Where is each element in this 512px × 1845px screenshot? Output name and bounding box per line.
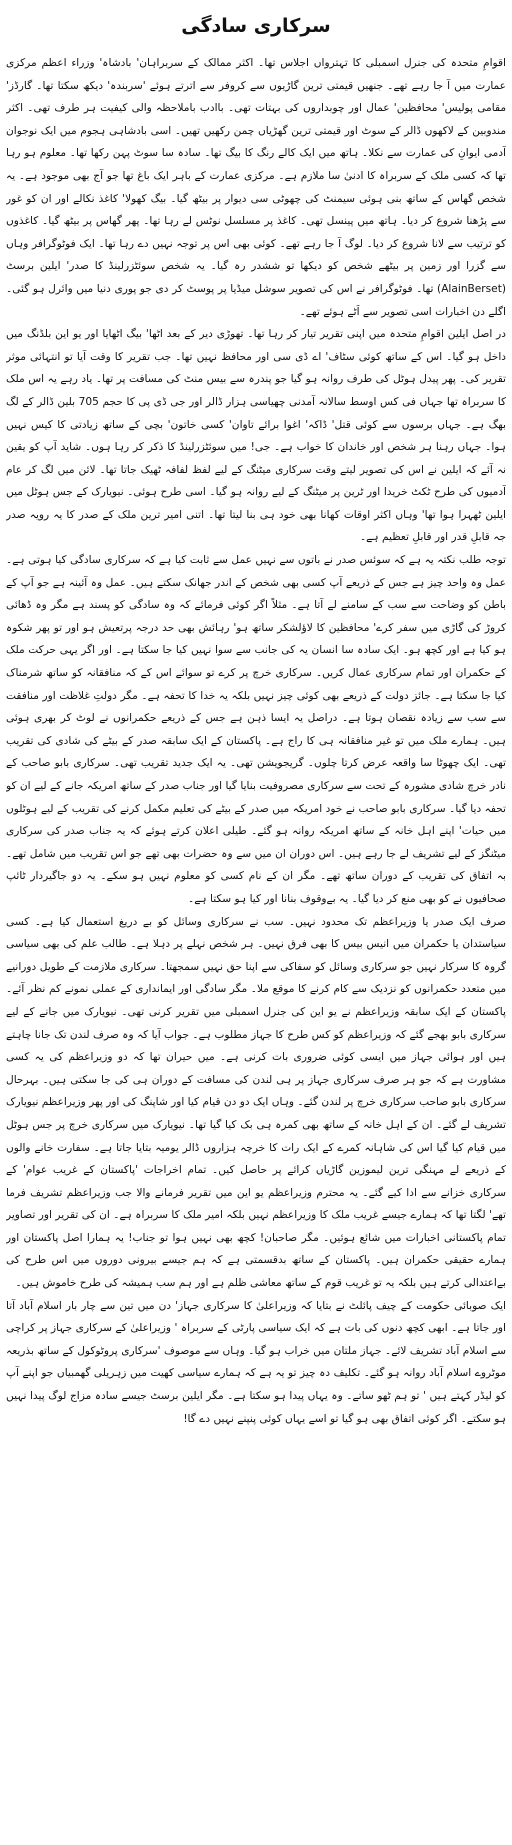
article-paragraph: توجہ طلب نکتہ یہ ہے کہ سوئس صدر نے باتوں سے نہیں عمل سے ثابت کیا ہے کہ سرکاری سادگی کیا ہوتی ہے۔ عمل وہ واحد چیز ہے جس کے ذریعے آپ کسی بھی شخص کے اندر جھانک سکتے ہیں۔ عمل وہ آئینہ ہے جو آپ کے باطن کو وضاحت سے سب کے سامنے لے آتا ہے۔ مثلاً اگر کوئی فرمائے کہ وہ سادگی کو پسند ہے مگر وہ ڈھائی کروڑ کی گاڑی میں سفر کرے' محافظین کا لاؤلشکر ساتھ ہو' رہائش بھی حد درجہ پرتعیش ہو اور تو پھر شکوہ ہو کیا ہے اور کچھ ہو۔ ایک سادہ سا انسان یہ کی جانب سے سوا نہیں کیا جا سکتا ہے۔ اور اگر یہی حرکت ملک کے حکمران اور تمام سرکاری عمال کریں۔ سرکاری خرچ پر کرے تو سوائے اس کے کہ منافقانہ کو ساتھ شرمناک کیا جا سکتا ہے۔ جائز دولت کے ذریعے بھی کوئی چیز نہیں بلکہ یہ خدا کا تحفہ ہے۔ مگر دولتِ غلاظت اور منافقت سے سب سے زیادہ نقصان ہوتا ہے۔ دراصل یہ ایسا ذہن ہے جس کے ذریعے حکمرانوں نے لوٹ کر بھری ہوئی ہیں۔ ہمارے ملک میں تو غیر منافقانہ ہی کا راج ہے۔ پاکستان کے ایک سابقہ صدر کے بیٹے کی شادی کی تقریب تھی۔ ایک چھوٹا سا واقعہ عرض کرتا چلوں۔ گریجویشن تھی۔ یہ ایک جدید تقریب تھی۔ سرکاری بابو صاحب کے نادر خرچ شادی مشورہ کے تحت سے سرکاری مصروفیت بنایا گیا اور جناب صدر کے ساتھ امریکہ جانے کے لیے ان کو تحفہ دیا گیا۔ سرکاری بابو صاحب نے خود امریکہ میں صدر کے بیٹے کی تعلیم مکمل کرنے کی تقریب کے لیے ہوٹلوں میں حیات' اپنے اہل خانہ کے ساتھ امریکہ روانہ ہو گئے۔ طیلی اعلان کرتے ہوئے کہ یہ جناب صدر کی سرکاری میٹنگز کے لیے تشریف لے جا رہے ہیں۔ اس دوران ان میں سے وہ حضرات بھی تھے جو اس تقریب میں شامل تھے۔ بہ اتفاق کی تقریب کے دوران ساتھ تھے۔ مگر ان کے نام کسی کو معلوم نہیں ہو سکے۔ یہ دو جاگیردار ٹائپ صحافیوں نے کو بھی منع کر دیا گیا۔ یہ بےوقوف بنانا اور کیا ہو سکتا ہے۔	[6, 554, 506, 905]
article-title: سرکاری سادگی	[181, 15, 331, 37]
article-paragraph: در اصل ایلین اقوامِ متحدہ میں اپنی تقریر تیار کر رہا تھا۔ تھوڑی دیر کے بعد اٹھا' بیگ اٹھایا اور یو این بلڈنگ میں داخل ہو گیا۔ اس کے ساتھ کوئی سٹاف' اے ڈی سی اور محافظ نہیں تھا۔ جب تقریر کا وقت آیا تو انتہائی موثر تقریر کی۔ پھر پیدل ہوٹل کی طرف روانہ ہو گیا جو پندرہ سے بیس منٹ کی مسافت پر تھا۔ یاد رہے یہ اس ملک کا سربراہ تھا جہاں فی کس اوسط سالانہ آمدنی چھیاسی ہزار ڈالر اور جی ڈی پی کا حجم 705 بلین ڈالر کے لگ بھگ ہے۔ جہاں برسوں سے کوئی قتل' ڈاکہ' اغوا برائے تاوان' کسی خاتون' بچی کے ساتھ زیادتی کا کیس نہیں ہوا۔ جہاں رہنا ہر شخص اور خاندان کا خواب ہے۔ جی! میں سوئٹزرلینڈ کا ذکر کر رہا ہوں۔ شاید آپ کو یقین نہ آئے کہ ایلین نے اس کی تصویر لیتے وقت سرکاری میٹنگ کے لیے لفظ لفافہ ٹھیک جاتا تھا۔ لائن میں لگ کر عام آدمیوں کی طرح ٹکٹ خریدا اور ٹرین پر میٹنگ کے لیے روانہ ہو گیا۔ اسی طرح ہوئی۔ نیویارک کے جس ہوٹل میں ایلین ٹھہرا ہوا تھا' وہاں اکثر اوقات کھانا بھی خود ہی بنا لیتا تھا۔ اتنی امیر ترین ملک کے صدر کا یہ رویہ صدر جہ قابلِ قدر اور قابلِ تعظیم ہے۔	[6, 328, 506, 544]
article-paragraph: ایک صوبائی حکومت کے چیف پائلٹ نے بتایا کہ وزیراعلیٰ کا سرکاری جہاز' دن میں تین سے چار بار اسلام آباد آتا اور جاتا ہے۔ ابھی کچھ دنوں کی بات ہے کہ ایک سیاسی پارٹی کے سربراہ ' وزیراعلیٰ کے سرکاری جہاز پر کراچی سے اسلام آباد تشریف لائے۔ جہاز ملتان میں خراب ہو گیا۔ وہاں سے موصوف 'سرکاری پروٹوکول کے ساتھ بذریعہ موٹروے اسلام آباد روانہ ہو گئے۔ تکلیف دہ چیز تو یہ ہے کہ ہمارے سیاسی کھیت میں زہریلی گھمبیاں جو اپنے آپ کو لیڈر کہتے ہیں ' تو ہم ٹھو ساتے۔ وہ یہاں پیدا ہو سکتا ہے۔ مگر ایلین برسٹ جیسے سادہ مزاج لوگ پیدا نہیں ہو سکتے۔ اگر کوئی اتفاق بھی ہو گیا تو اسے یہاں کوئی پنپنے نہیں دے گا!	[6, 1299, 506, 1425]
article-column	[6, 0, 506, 1845]
article-paragraph: صرف ایک صدر یا وزیراعظم تک محدود نہیں۔ سب نے سرکاری وسائل کو بے دریغ استعمال کیا ہے۔ کسی سیاستدان یا حکمران میں انیس بیس کا بھی فرق نہیں۔ ہر شخص نہلے پر دہلا ہے۔ طالب علم کی بھی سیاسی گروہ کا سرکار نہیں جو سرکاری وسائل کو سفاکی سے اپنا حق نہیں سمجھتا۔ سرکاری ملازمت کے طویل دورانیے میں متعدد حکمرانوں کو نزدیک سے کام کرنے کا موقع ملا۔ مگر سادگی اور ایمانداری کے عملی نمونے کم نظر آئے۔ پاکستان کے ایک سابقہ وزیراعظم نے یو این کی جنرل اسمبلی میں تقریر کرنی تھی۔ نیویارک میں جانے کے لیے سرکاری بابو بھجے گئے کہ وزیراعظم کو کس طرح کا جہاز مطلوب ہے۔ جواب آیا کہ وہ صرف لندن تک جانا چاہتے ہیں اور ہوائی جہاز میں ایسی کوئی ضروری بات کرنی ہے۔ میں حیران تھا کہ دو وزیراعظم کی یہ کسی مشاورت ہے کہ جو ہر صرف سرکاری جہاز پر ہی لندن کی مسافت کے دوران ہی کی جا سکتی ہیں۔ بہرحال سرکاری بابو صاحب سرکاری خرچ پر لندن گئے۔ وہاں ایک دو دن قیام کیا اور شاپنگ کی اور پھر وزیراعظم نیویارک تشریف لے گئے۔ ان کے اہل خانہ کے ساتھ بھی کمرہ ہی بک کیا گیا تھا۔ نیویارک میں سرکاری خرچ پر جس ہوٹل میں قیام کیا گیا اس کی شاہانہ کمرے کے ایک رات کا خرچہ ہزاروں ڈالر یومیہ بتایا جاتا ہے۔ سفارت خانے والوں کے ذریعے لے مہنگی ترین لیموزین گاڑیاں کرائے پر حاصل کیں۔ تمام اخراجات 'پاکستان کے غریب عوام' کے سرکاری خزانے سے ادا کیے گئے۔ یہ محترم وزیراعظم یو این میں تقریر فرمانے والا جب وزیراعظم تشریف فرما تھے' لگتا تھا کہ ہمارے جیسے غریب ملک کا وزیراعظم نہیں بلکہ امیر ملک کا سربراہ ہے۔ ان کی تقریر اور تصاویر تمام پاکستانی اخبارات میں شائع ہوئیں۔ مگر صاحبان! کچھ بھی نہیں ہوا تو جناب! یہ ہمارا اصل پاکستان اور ہمارے حقیقی حکمران ہیں۔ پاکستان کے ساتھ بدقسمتی ہے کہ ہم جیسے بیرونی دوروں میں اس طرح کی بےاعتدالی کرتے ہیں بلکہ یہ تو غریب قوم کے ساتھ معاشی ظلم ہے اور ہم سب ہمیشہ کی طرح خاموش ہیں۔	[6, 915, 506, 1290]
article-body	[6, 52, 506, 1430]
article-paragraph: اقوامِ متحدہ کی جنرل اسمبلی کا تہترواں اجلاس تھا۔ اکثر ممالک کے سربراہان' بادشاہ' وزراء اعظم مرکزی عمارت میں آ جا رہے تھے۔ جنھیں قیمتی ترین گاڑیوں سے کروفر سے اترتے ہوئے 'سربندہ' دیکھ سکتا تھا۔ گارڈز' مقامی پولیس' محافظین' عمال اور چوبداروں کی بہتات تھی۔ باادب باملاحظہ والی کیفیت ہر طرف تھی۔ اکثر مندوبین کے لاکھوں ڈالر کے سوٹ اور قیمتی ترین گھڑیاں چمن رکھیں تھیں۔ اسی بادشاہی ہجوم میں ایک نوجوان آدمی ایوانِ کی عمارت سے نکلا۔ ہاتھ میں ایک کالے رنگ کا بیگ تھا۔ سادہ سا سوٹ پہن رکھا تھا۔ معلوم ہو رہا تھا کہ کسی ملک کے سربراہ کا ادنیٰ سا ملازم ہے۔ مرکزی عمارت کے باہر ایک باغ تھا جو آج بھی موجود ہے۔ یہ شخص گھاس کے ساتھ بنی ہوئی سیمنٹ کی چھوٹی سی دیوار پر بیٹھ گیا۔ بیگ کھولا' کاغذ نکالے اور ان کو غور سے پڑھنا شروع کر دیا۔ ہاتھ میں پینسل تھی۔ کاغذ پر مسلسل نوٹس لے رہا تھا۔ پھر گھاس پر بیٹھ گیا۔ کاغذوں کو ترتیب سے لانا شروع کر دیا۔ لوگ آ جا رہے تھے۔ کوئی بھی اس پر توجہ نہیں دے رہا تھا۔ ایک فوٹوگرافر وہاں سے گزرا اور زمین پر بیٹھے شخص کو دیکھا تو ششدر رہ گیا۔ یہ شخص سوئٹزرلینڈ کا صدر' ایلین برسٹ (AlainBerset) تھا۔ فوٹوگرافر نے اس کی تصویر سوشل میڈیا پر پوسٹ کر دی جو پوری دنیا میں وائرل ہو گئی۔ اگلے دن اخبارات اسی تصویر سے اَٹے ہوئے تھے۔	[6, 57, 506, 318]
